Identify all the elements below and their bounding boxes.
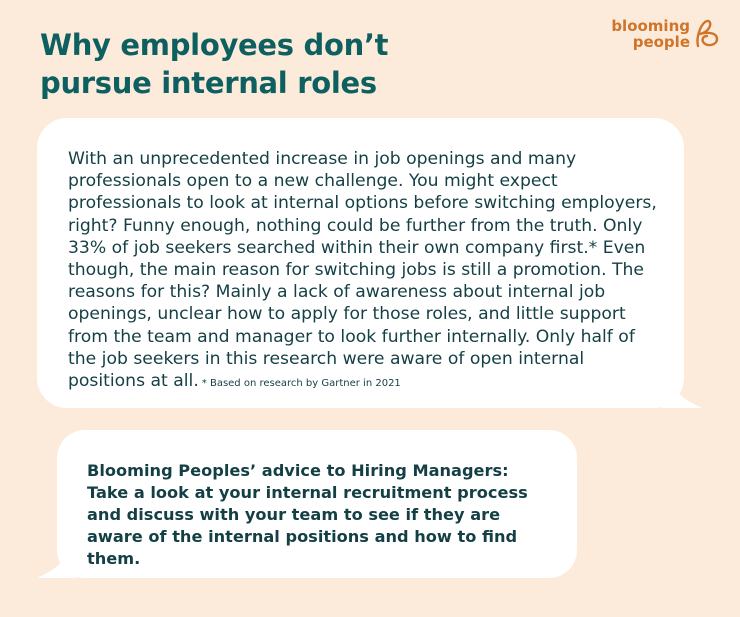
speech-bubble-tail — [662, 378, 702, 408]
logo-line-1: blooming — [611, 17, 690, 35]
logo-wordmark — [611, 18, 690, 50]
info-text: With an unprecedented increase in job openings and many professionals open to a new challenge. You might expect professionals to look at internal options before switching employers, right? Funny enough, nothing could be further from the truth. Only 33% of job seekers searched within their own company first.* Even though, the main reason for switching jobs is still a promotion. The reasons for this? Mainly a lack of awareness about internal job openings, unclear how to apply for those roles, and little support from the team and manager to look further internally. Only half of the job seekers in this research were aware of open internal positions at all. — [68, 149, 657, 392]
footnote: * Based on research by Gartner in 2021 — [201, 378, 401, 390]
speech-bubble-tail — [37, 548, 77, 578]
bloom-mark-icon — [694, 18, 720, 50]
info-paragraph — [68, 148, 663, 395]
advice-body: Take a look at your internal recruitment process and discuss with your team to see if they are aware of the internal positions and how to find them. — [87, 483, 528, 568]
advice-paragraph — [87, 460, 557, 570]
page-title: Why employees don’t pursue internal roles — [40, 28, 389, 100]
logo-line-2: people — [632, 33, 690, 51]
advice-heading: Blooming Peoples’ advice to Hiring Managers: — [87, 461, 509, 480]
advice-speech-bubble — [57, 430, 577, 578]
info-speech-bubble — [37, 118, 684, 408]
blooming-people-logo — [611, 18, 720, 50]
